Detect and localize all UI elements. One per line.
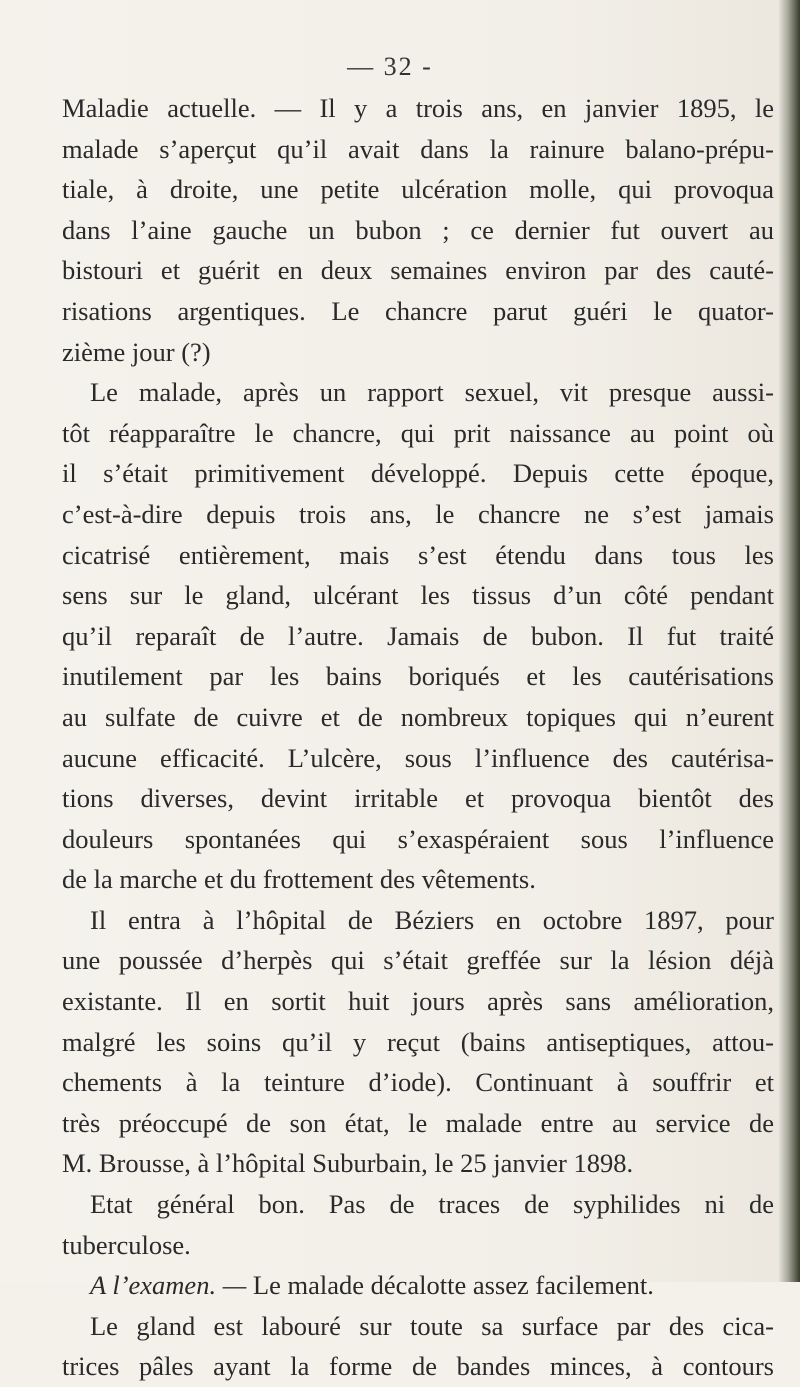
text-line: Le malade, après un rapport sexuel, vit presque aussi- xyxy=(90,377,774,408)
text-line: c’est-à-dire depuis trois ans, le chancre ne s’est jamais xyxy=(62,498,774,529)
text-line: trices pâles ayant la forme de bandes minces, à contours xyxy=(62,1351,774,1382)
text-line: Le gland est labouré sur toute sa surface par des cica- xyxy=(90,1310,774,1341)
text-line: aucune efficacité. L’ulcère, sous l’influence des cautérisa- xyxy=(62,742,774,773)
text-line: bistouri et guérit en deux semaines environ par des cauté- xyxy=(62,255,774,286)
text-line: tuberculose. xyxy=(62,1229,191,1260)
text-line: douleurs spontanées qui s’exaspéraient sous l’influence xyxy=(62,823,774,854)
text-line: chements à la teinture d’iode). Continuant à souffrir et xyxy=(62,1067,774,1098)
text-line: malade s’aperçut qu’il avait dans la rainure balano-prépu- xyxy=(62,133,774,164)
text-line: M. Brousse, à l’hôpital Suburbain, le 25 janvier 1898. xyxy=(62,1148,634,1179)
text-line: sens sur le gland, ulcérant les tissus d’un côté pendant xyxy=(62,580,774,611)
section-heading: A l’examen. — xyxy=(90,1270,247,1301)
text-line: il s’était primitivement développé. Depuis cette époque, xyxy=(62,458,774,489)
page-edge-shadow xyxy=(778,0,800,1282)
text-fragment: Le malade décalotte assez facilement. xyxy=(252,1270,654,1301)
text-line: une poussée d’herpès qui s’était greffée sur la lésion déjà xyxy=(62,945,774,976)
text-line: tôt réapparaître le chancre, qui prit naissance au point où xyxy=(62,417,774,448)
text-line: zième jour (?) xyxy=(62,336,211,367)
text-line: tions diverses, devint irritable et provoqua bientôt des xyxy=(62,783,774,814)
text-line: risations argentiques. Le chancre parut guéri le quator- xyxy=(62,295,774,326)
text-line: dans l’aine gauche un bubon ; ce dernier fut ouvert au xyxy=(62,214,774,245)
text-line: malgré les soins qu’il y reçut (bains antiseptiques, attou- xyxy=(62,1026,774,1057)
text-line: inutilement par les bains boriqués et les cautérisations xyxy=(62,661,774,692)
text-line: très préoccupé de son état, le malade entre au service de xyxy=(62,1107,774,1138)
text-line: cicatrisé entièrement, mais s’est étendu dans tous les xyxy=(62,539,774,570)
text-line xyxy=(62,1265,774,1306)
page-number: — 32 - xyxy=(347,52,433,81)
text-line: Etat général bon. Pas de traces de syphilides ni de xyxy=(90,1189,774,1220)
text-line: existante. Il en sortit huit jours après sans amélioration, xyxy=(62,986,774,1017)
text-line: Il entra à l’hôpital de Béziers en octobre 1897, pour xyxy=(90,904,774,935)
text-line: au sulfate de cuivre et de nombreux topiques qui n’eurent xyxy=(62,701,774,732)
text-line: tiale, à droite, une petite ulcération molle, qui provoqua xyxy=(62,174,774,205)
text-line: qu’il reparaît de l’autre. Jamais de bubon. Il fut traité xyxy=(62,620,774,651)
text-line: de la marche et du frottement des vêtements. xyxy=(62,864,536,895)
body-text xyxy=(62,88,774,1387)
text-line: Maladie actuelle. — Il y a trois ans, en janvier 1895, le xyxy=(62,93,774,123)
